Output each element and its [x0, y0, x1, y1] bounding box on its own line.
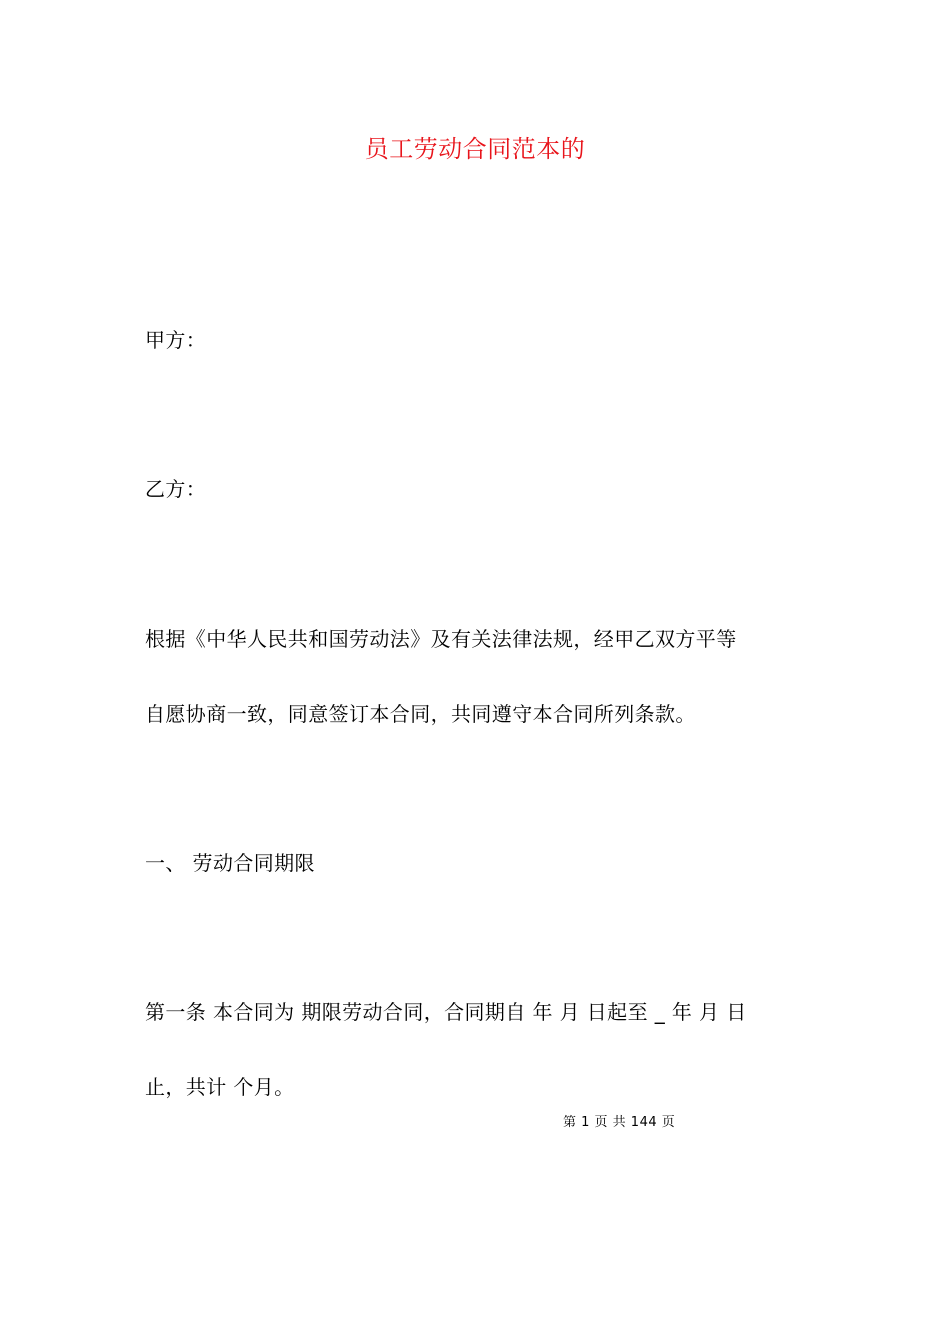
article-1-line-1: 第一条 本合同为 期限劳动合同，合同期自 年 月 日起至 _ 年 月 日	[145, 1000, 747, 1024]
document-title: 员工劳动合同范本的	[364, 135, 586, 163]
party-b-label: 乙方：	[145, 477, 207, 501]
article-1-line-2: 止，共计 个月。	[145, 1075, 295, 1099]
intro-paragraph-line-2: 自愿协商一致，同意签订本合同，共同遵守本合同所列条款。	[145, 702, 696, 726]
party-a-label: 甲方：	[145, 328, 207, 352]
intro-paragraph-line-1: 根据《中华人民共和国劳动法》及有关法律法规，经甲乙双方平等	[145, 627, 737, 651]
page-footer: 第 1 页 共 144 页	[563, 1115, 676, 1130]
section-heading-contract-term: 一、 劳动合同期限	[145, 851, 315, 875]
